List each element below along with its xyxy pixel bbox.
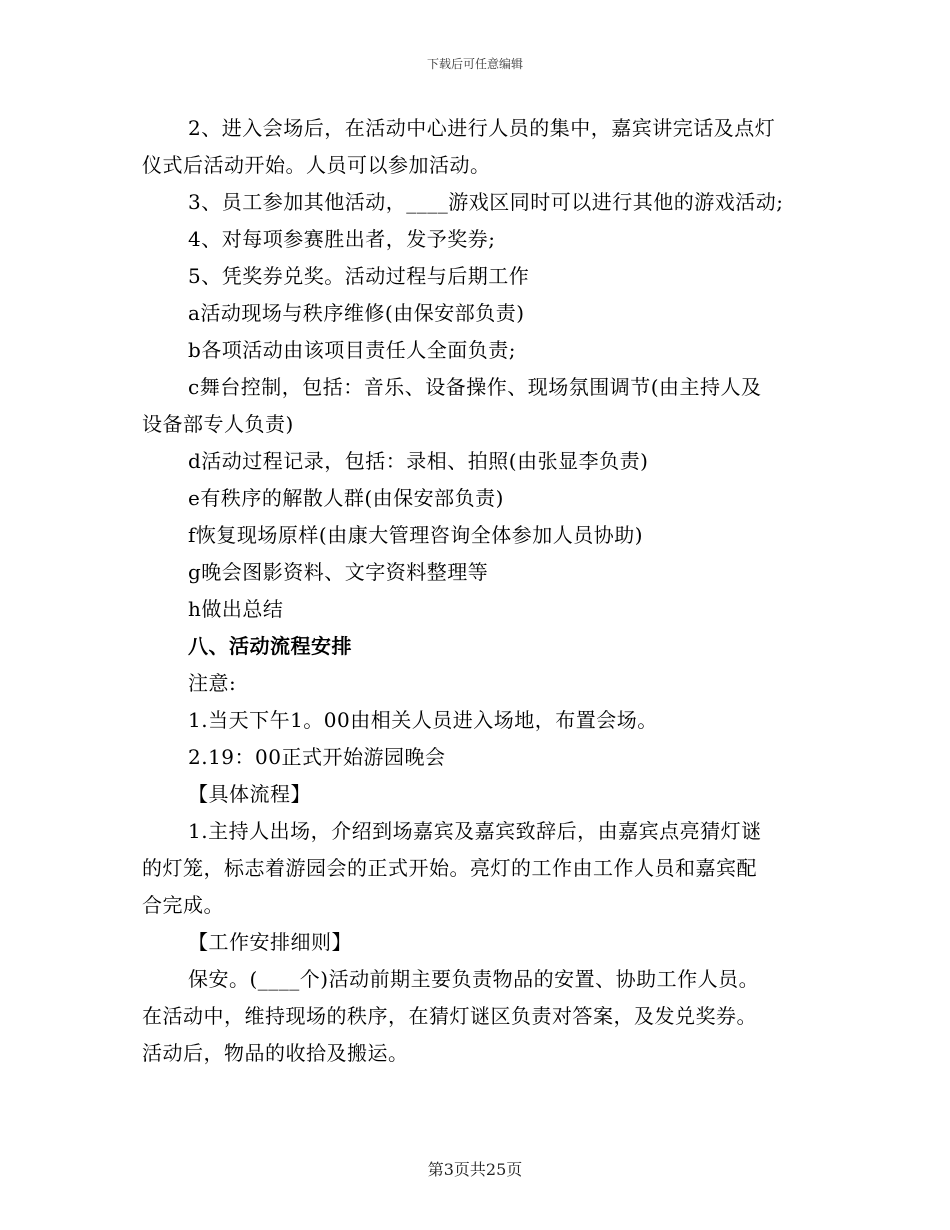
paragraph-line: 仪式后活动开始。人员可以参加活动。 [142, 153, 491, 177]
paragraph-line: 注意: [188, 671, 237, 695]
paragraph-line: 活动后，物品的收拾及搬运。 [142, 1041, 409, 1065]
paragraph-line: b各项活动由该项目责任人全面负责; [188, 338, 517, 362]
paragraph-line: c舞台控制，包括：音乐、设备操作、现场氛围调节(由主持人及 [188, 375, 762, 399]
document-body [142, 110, 822, 1072]
paragraph-line: 2.19：00正式开始游园晚会 [188, 745, 446, 769]
paragraph-line: a活动现场与秩序维修(由保安部负责) [188, 301, 525, 325]
paragraph-line: 1.主持人出场，介绍到场嘉宾及嘉宾致辞后，由嘉宾点亮猜灯谜 [188, 819, 762, 843]
paragraph-line: d活动过程记录，包括：录相、拍照(由张显李负责) [188, 449, 649, 473]
paragraph-line: 1.当天下午1。00由相关人员进入场地，布置会场。 [188, 708, 658, 732]
subsection-heading: 【具体流程】 [188, 782, 311, 806]
paragraph-line: 合完成。 [142, 893, 224, 917]
paragraph-line: 保安。(____个)活动前期主要负责物品的安置、协助工作人员。 [188, 967, 760, 991]
paragraph-line: 5、凭奖券兑奖。活动过程与后期工作 [188, 264, 530, 288]
section-heading: 八、活动流程安排 [188, 634, 352, 658]
paragraph-line: 3、员工参加其他活动，____游戏区同时可以进行其他的游戏活动; [188, 190, 784, 214]
paragraph-line: 在活动中，维持现场的秩序，在猜灯谜区负责对答案，及发兑奖券。 [142, 1004, 757, 1028]
paragraph-line: 2、进入会场后，在活动中心进行人员的集中，嘉宾讲完话及点灯 [188, 116, 776, 140]
page-footer: 第3页共25页 [427, 1160, 523, 1179]
subsection-heading: 【工作安排细则】 [188, 930, 352, 954]
paragraph-line: g晚会图影资料、文字资料整理等 [188, 560, 489, 584]
paragraph-line: 的灯笼，标志着游园会的正式开始。亮灯的工作由工作人员和嘉宾配 [142, 856, 757, 880]
page-header: 下载后可任意编辑 [426, 57, 523, 71]
paragraph-line: h做出总结 [188, 597, 284, 621]
paragraph-line: 4、对每项参赛胜出者，发予奖券; [188, 227, 496, 251]
paragraph-line: 设备部专人负责) [142, 412, 294, 436]
paragraph-line: e有秩序的解散人群(由保安部负责) [188, 486, 504, 510]
paragraph-line: f恢复现场原样(由康大管理咨询全体参加人员协助) [188, 523, 644, 547]
